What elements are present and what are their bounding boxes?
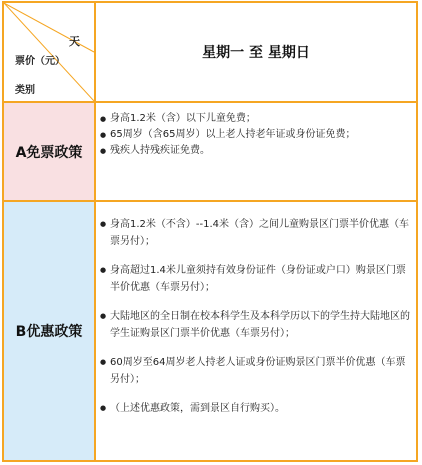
list-item: ● 身高超过1.4米儿童须持有效身份证件（身份证或户口）购景区门票半价优惠（车票另付）；	[110, 262, 410, 296]
list-item: ● 残疾人持残疾证免费。	[110, 143, 410, 159]
corner-type-label: 类别	[15, 85, 35, 96]
corner-price-label: 票价（元）	[15, 56, 65, 67]
section-content-discount	[96, 216, 410, 429]
list-item: ● 65周岁（含65周岁）以上老人持老年证或身份证免费；	[110, 127, 410, 143]
list-item: ● （上述优惠政策，需到景区自行购买）。	[110, 400, 410, 417]
discount-policy-list	[96, 216, 410, 417]
corner-day-label: 天	[69, 35, 80, 48]
list-item: ● 大陆地区的全日制在校本科学生及本科学历以下的学生持大陆地区的学生证购景区门票半价优惠（车票另付）；	[110, 308, 410, 342]
header-corner-cell	[4, 3, 94, 101]
section-content-free	[96, 111, 410, 159]
days-header: 星期一 至 星期日	[202, 45, 310, 61]
list-item: ● 60周岁至64周岁老人持老人证或身份证购景区门票半价优惠（车票另付）；	[110, 354, 410, 388]
section-title-free: A免票政策	[4, 103, 94, 200]
list-item: ● 身高1.2米（含）以下儿童免费；	[110, 111, 410, 127]
list-item: ● 身高1.2米（不含）--1.4米（含）之间儿童购景区门票半价优惠（车票另付）；	[110, 216, 410, 250]
free-policy-list	[96, 111, 410, 159]
policy-table	[2, 1, 418, 462]
section-title-discount: B优惠政策	[4, 202, 94, 460]
